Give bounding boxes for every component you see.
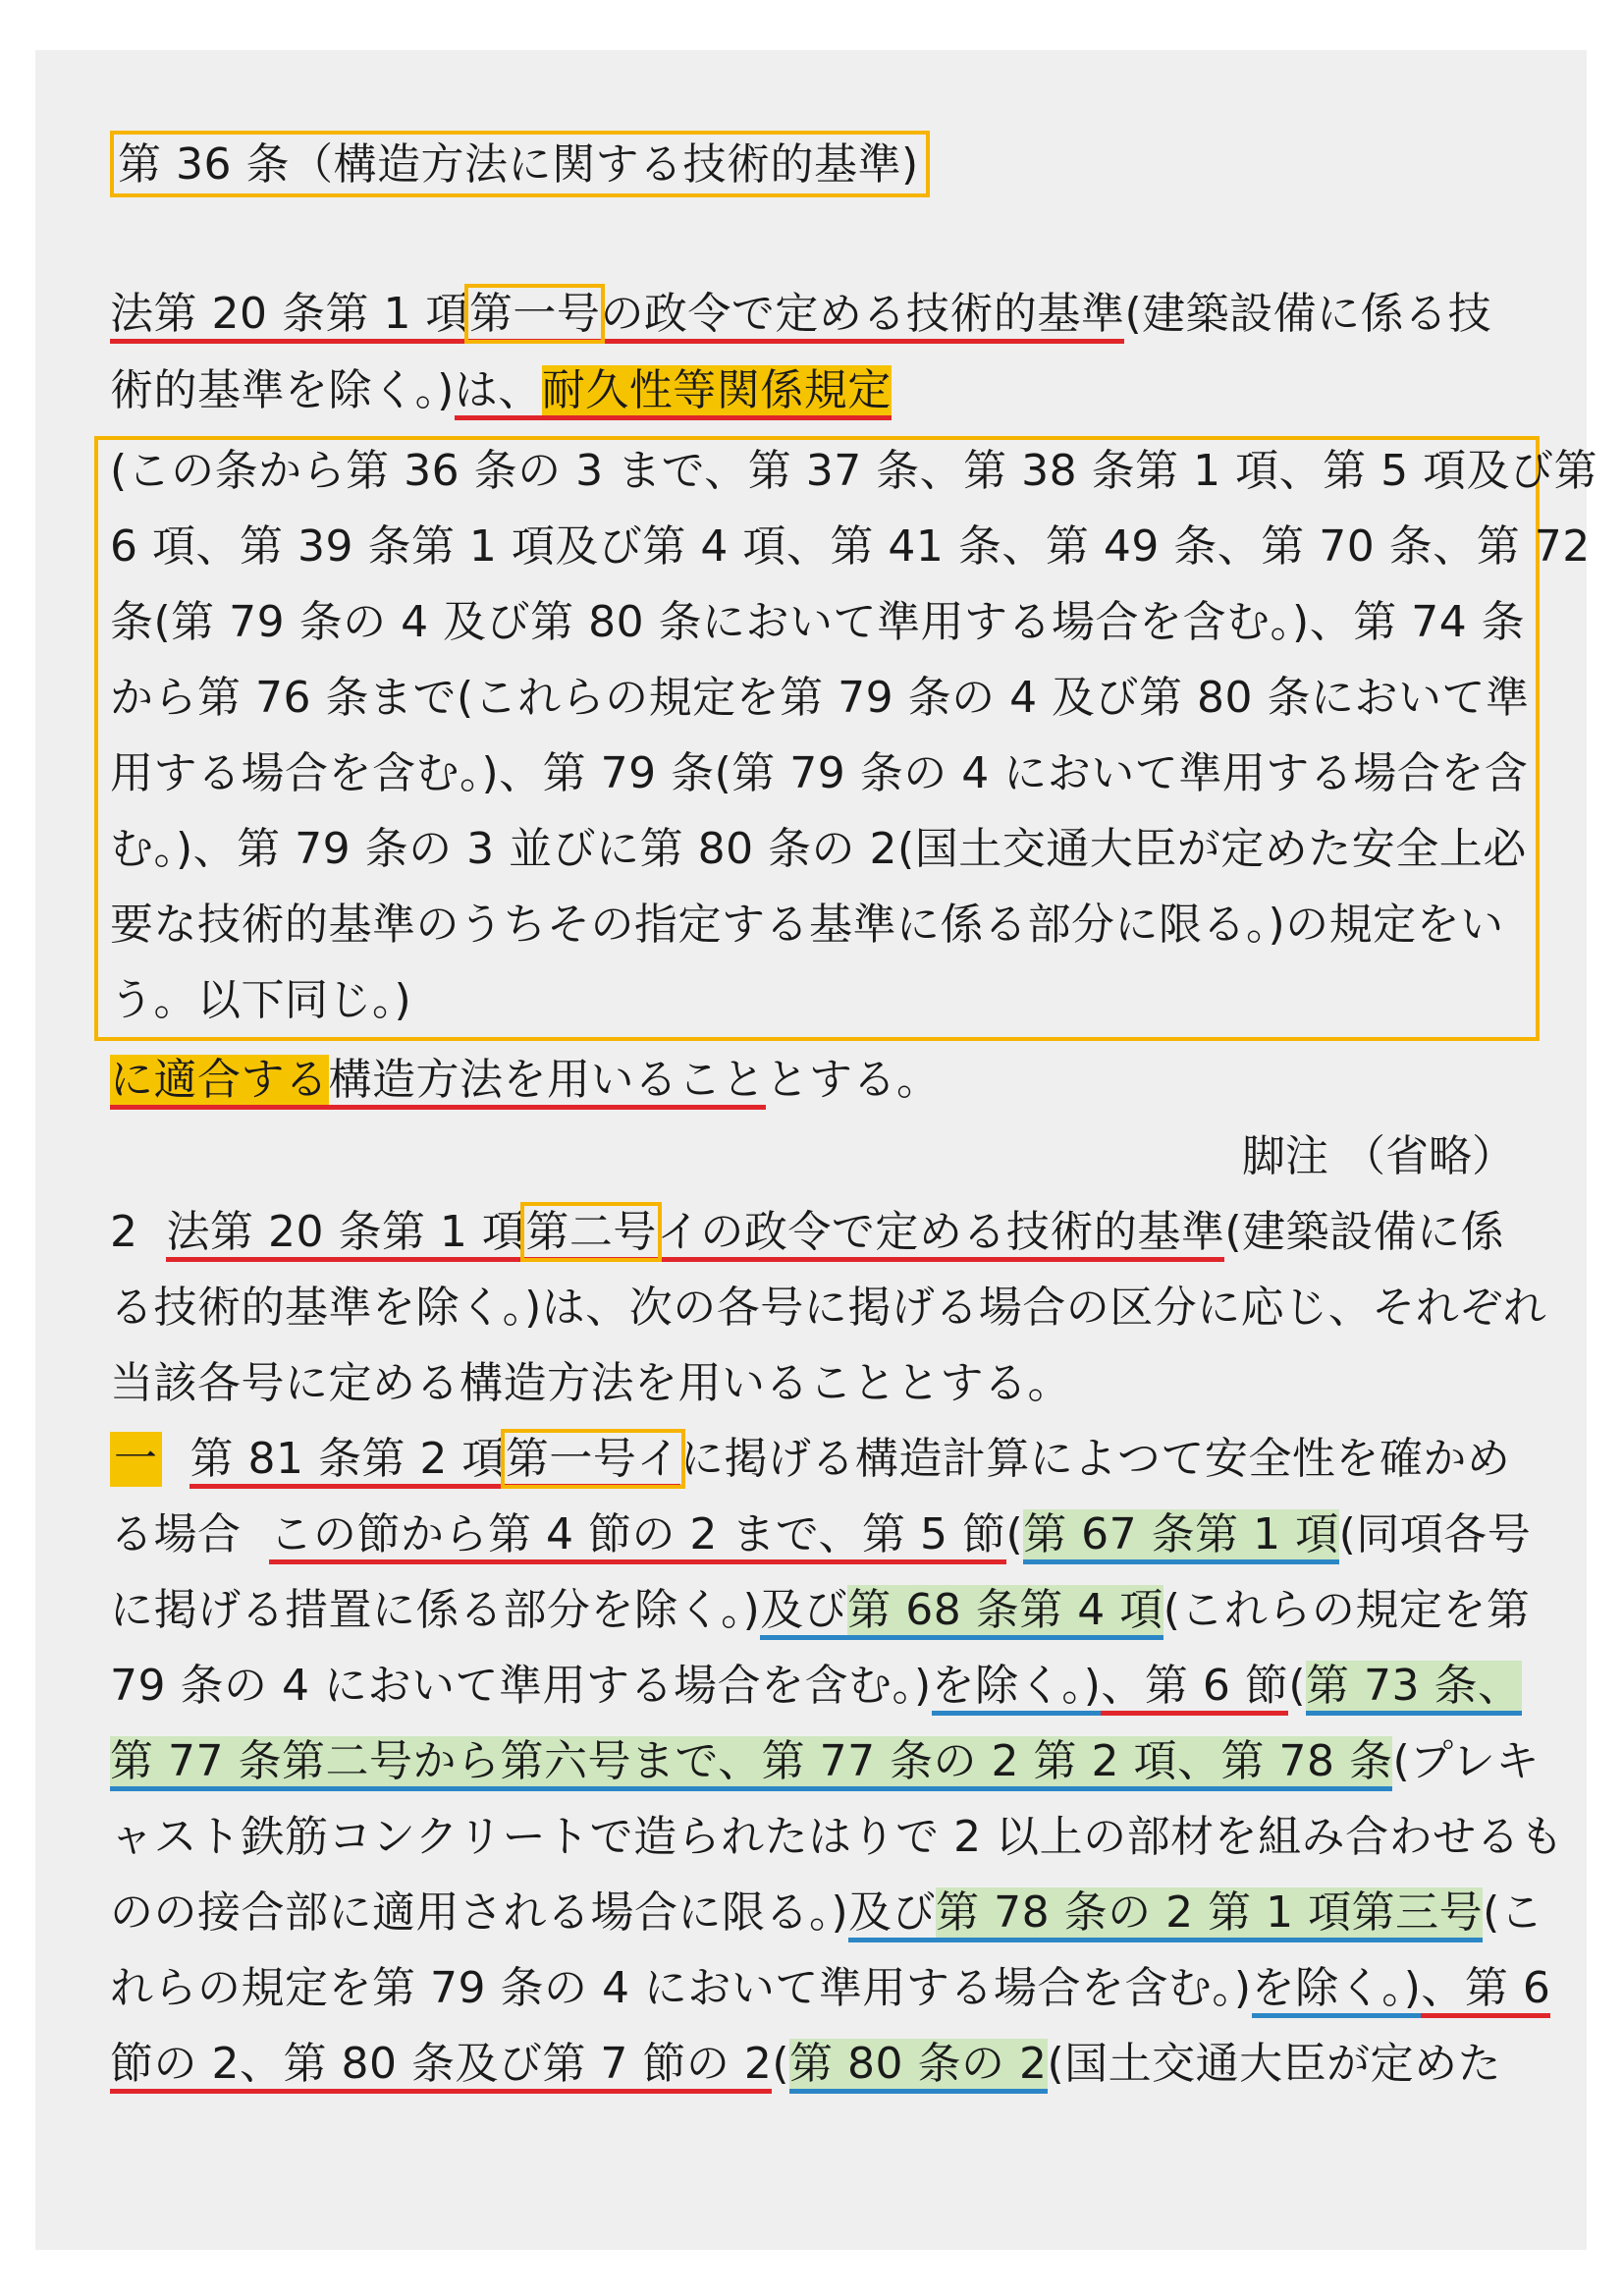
item1-line3: に掲げる措置に係る部分を除く。)及び第 68 条第 4 項(これらの規定を第 [110, 1583, 1530, 1638]
item1-line7: のの接合部に適用される場合に限る。)及び第 78 条の 2 第 1 項第三号(こ [110, 1886, 1543, 1941]
conform-phrase: に適合する構造方法を用いること [110, 1055, 766, 1110]
boxed-line: (この条から第 36 条の 3 まで、第 37 条、第 38 条第 1 項、第 5 項及び第 [110, 446, 1598, 496]
wa-particle: は、耐久性等関係規定 [455, 365, 892, 420]
para1-line2: 術的基準を除く。)は、耐久性等関係規定 [110, 363, 892, 418]
law-ref: 法第 20 条第 1 項第一号の政令で定める技術的基準 [110, 289, 1124, 344]
item-ref-box: 第一号イ [505, 1434, 680, 1484]
item-ref-box: 第二号 [525, 1207, 657, 1257]
law-ref: 第 81 条第 2 項第一号イ [189, 1434, 679, 1489]
blue-ref: 及び第 68 条第 4 項 [760, 1585, 1163, 1640]
item1-line4: 79 条の 4 において準用する場合を含む。)を除く。)、第 6 節(第 73 条、 [110, 1659, 1522, 1714]
item1-line5: 第 77 条第二号から第六号まで、第 77 条の 2 第 2 項、第 78 条(プレキ [110, 1734, 1540, 1789]
item-ref-box: 第一号 [468, 289, 601, 339]
item-marker: 一 [110, 1432, 162, 1487]
boxed-line: む。)、第 79 条の 3 並びに第 80 条の 2(国土交通大臣が定めた安全上必 [110, 824, 1527, 874]
durability-rules-highlight: 耐久性等関係規定 [541, 365, 892, 415]
para1-end: に適合する構造方法を用いることとする。 [110, 1053, 941, 1108]
boxed-line: う。以下同じ。) [110, 975, 412, 1025]
para2-line2: る技術的基準を除く。)は、次の各号に掲げる場合の区分に応じ、それぞれ [110, 1283, 1547, 1333]
boxed-line: 用する場合を含む。)、第 79 条(第 79 条の 4 において準用する場合を含 [110, 748, 1529, 798]
para2-line3: 当該各号に定める構造方法を用いることとする。 [110, 1358, 1071, 1408]
law-ref: 法第 20 条第 1 項第二号イの政令で定める技術的基準 [166, 1207, 1224, 1262]
boxed-line: 条(第 79 条の 4 及び第 80 条において準用する場合を含む。)、第 74 条 [110, 597, 1526, 647]
para2-line1: 2 法第 20 条第 1 項第二号イの政令で定める技術的基準(建築設備に係 [110, 1205, 1504, 1260]
item1-line1: 一 第 81 条第 2 項第一号イに掲げる構造計算によつて安全性を確かめ [110, 1432, 1510, 1487]
item1-line9: 節の 2、第 80 条及び第 7 節の 2(第 80 条の 2(国土交通大臣が定めた [110, 2037, 1501, 2092]
item1-line6: ャスト鉄筋コンクリートで造られたはりで 2 以上の部材を組み合わせるも [110, 1812, 1564, 1862]
article-title: 第 36 条（構造方法に関する技術的基準) [118, 139, 919, 190]
boxed-line: から第 76 条まで(これらの規定を第 79 条の 4 及び第 80 条において準 [110, 673, 1530, 723]
item1-line8: れらの規定を第 79 条の 4 において準用する場合を含む。)を除く。)、第 6 [110, 1961, 1550, 2016]
boxed-line: 6 項、第 39 条第 1 項及び第 4 項、第 41 条、第 49 条、第 70 条、第 72 [110, 521, 1591, 572]
item1-line2: る場合 この節から第 4 節の 2 まで、第 5 節(第 67 条第 1 項(同項各号 [110, 1507, 1531, 1562]
footnote-note: 脚注 （省略） [1242, 1131, 1515, 1181]
para1-line1: 法第 20 条第 1 項第一号の政令で定める技術的基準(建築設備に係る技 [110, 287, 1491, 342]
boxed-line: 要な技術的基準のうちその指定する基準に係る部分に限る。)の規定をい [110, 900, 1504, 950]
blue-ref: 及び第 78 条の 2 第 1 項第三号 [848, 1887, 1483, 1942]
